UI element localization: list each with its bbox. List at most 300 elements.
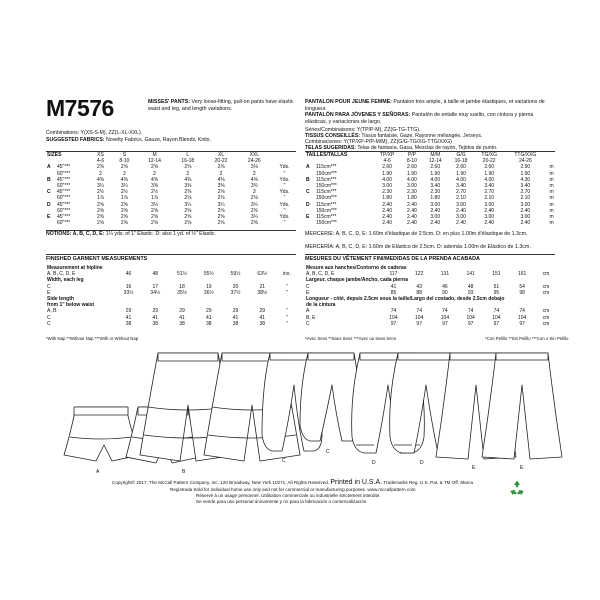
drawing-view-c-back: [300, 353, 360, 441]
yardage-value: 2⅝: [184, 207, 192, 214]
yardage-value: 2.40: [407, 220, 417, 227]
yardage-value: 2.40: [456, 220, 466, 227]
yardage-row: [46, 220, 298, 226]
yardage-value: 2.40: [407, 214, 417, 221]
size-number: 20-22: [214, 158, 228, 165]
measure-views: C: [47, 320, 51, 327]
fr-nap-note: *Avec Sens **Sans Sens ***Avec ou Sans Sens: [305, 336, 397, 341]
yardage-value: 4⅜: [217, 176, 225, 183]
fabric-width: 60"***: [57, 220, 71, 227]
measure-value: 16: [125, 283, 132, 290]
fabric-width: 45"***: [57, 214, 71, 221]
yardage-value: 4⅜: [120, 176, 128, 183]
yardage-value: 1.80: [382, 195, 392, 202]
measure-value: 88: [416, 289, 422, 296]
yardage-value: 4⅜: [184, 176, 192, 183]
measure-value: 63½: [257, 271, 268, 278]
yardage-value: 2.40: [382, 220, 392, 227]
yardage-value: 2⅝: [250, 220, 258, 227]
yardage-value: 3: [252, 189, 256, 196]
size-name: P/P: [407, 152, 416, 158]
measure-value: 51: [493, 283, 500, 290]
yardage-value: 2.40: [520, 207, 531, 214]
fr-combinations: Séries/Combinaisons: Y(TP/P-M), ZZ(G-TG-TTG).: [305, 127, 421, 133]
measure-value: 161: [517, 271, 527, 278]
fabric-width: 150cm***: [316, 170, 337, 177]
size-number: 24-26: [518, 158, 532, 165]
yardage-value: 3¼: [97, 183, 104, 190]
yardage-value: 2.40: [430, 220, 441, 227]
yardage-value: 2⅝: [151, 207, 158, 214]
yardage-value: 4.00: [484, 176, 495, 183]
measure-value: 104: [466, 314, 475, 321]
en-finished-title: FINISHED GARMENT MEASUREMENTS: [46, 256, 148, 262]
measure-value: 97: [416, 320, 422, 327]
yardage-value: 2⅝: [217, 207, 225, 214]
measure-value: 48: [467, 283, 474, 290]
measure-value: 41: [152, 314, 159, 321]
yardage-value: 1.90: [456, 170, 466, 177]
sizes-label: SIZES: [47, 152, 62, 158]
measure-value: 93: [467, 289, 474, 296]
size-number: 16-18: [454, 158, 468, 165]
yardage-unit: Yds.: [279, 176, 290, 183]
measure-value: 34½: [150, 289, 161, 296]
yardage-value: 2.40: [407, 207, 417, 214]
yardage-value: 3.00: [520, 201, 531, 208]
yardage-value: 3¼: [120, 183, 128, 190]
drawing-view-label: E: [472, 465, 476, 471]
measure-unit: cm: [542, 314, 550, 321]
yardage-value: 3⅛: [250, 164, 258, 171]
fabric-width: 45"***: [57, 176, 71, 183]
yardage-value: 2.70: [484, 189, 495, 196]
yardage-value: 2.40: [382, 207, 392, 214]
measure-label: Side length: [47, 296, 74, 303]
yardage-value: 2.30: [407, 189, 417, 196]
yardage-value: 1.90: [520, 170, 531, 177]
yardage-value: 3¾: [250, 183, 258, 190]
yardage-unit: m: [549, 164, 554, 171]
size-name: L: [186, 152, 190, 158]
yardage-value: 3.00: [430, 201, 441, 208]
measure-value: 74: [416, 308, 422, 315]
measure-value: 29: [259, 308, 266, 315]
yardage-value: 2⅝: [184, 220, 192, 227]
measure-unit: ": [285, 308, 288, 315]
view-letter: B: [306, 176, 310, 183]
yardage-value: 2: [219, 170, 223, 177]
yardage-value: 2⅝: [97, 207, 104, 214]
measure-value: 59½: [230, 271, 241, 278]
en-nap-note: *With Nap **Without Nap ***With or Without Nap: [46, 336, 139, 341]
yardage-value: 3.00: [382, 183, 392, 190]
measure-unit: cm: [542, 271, 550, 278]
measure-value: 74: [493, 308, 500, 315]
technical-drawings: [0, 345, 600, 485]
measure-views: C: [306, 283, 310, 290]
view-letter: C: [306, 189, 310, 196]
view-letter: [305, 220, 315, 226]
yardage-value: 1.80: [407, 195, 417, 202]
yardage-value: 4.00: [407, 176, 417, 183]
yardage-value: 2.40: [484, 207, 495, 214]
measure-value: 151: [492, 271, 501, 278]
yardage-value: 2⅝: [184, 214, 192, 221]
size-number: 4-6: [383, 158, 391, 165]
fabric-width: 45"***: [57, 164, 71, 171]
view-letter: D: [47, 201, 51, 208]
yardage-value: 4.00: [382, 176, 392, 183]
measure-value: 51½: [177, 271, 187, 278]
measure-value: 97: [442, 320, 448, 327]
yardage-value: 1.90: [484, 170, 495, 177]
yardage-value: 2.70: [456, 189, 466, 196]
size-name: XS: [97, 152, 104, 158]
fabric-width: 115cm***: [316, 201, 337, 208]
en-fabrics: SUGGESTED FABRICS: Novelty Fabrics, Gauze, Rayon Blends, Knits.: [46, 137, 211, 143]
measure-value: 35½: [177, 289, 187, 296]
measure-views: C: [47, 314, 51, 321]
yardage-value: 3.40: [520, 183, 531, 190]
yardage-unit: m: [549, 201, 554, 208]
yardage-value: 3¼: [250, 214, 258, 221]
measure-value: 46: [442, 283, 448, 290]
measure-value: 41: [179, 314, 185, 321]
measure-value: 38: [259, 320, 266, 327]
measure-value: 38: [125, 320, 132, 327]
yardage-value: 1⅞: [97, 195, 104, 202]
yardage-value: 1⅞: [151, 195, 158, 202]
yardage-value: 2⅝: [97, 164, 104, 171]
measure-value: 104: [389, 314, 398, 321]
fabric-width: 45"***: [57, 201, 71, 208]
yardage-unit: ": [283, 195, 286, 202]
drawing-view-label: A: [96, 469, 100, 475]
yardage-value: 2.10: [456, 195, 466, 202]
measure-value: 41: [390, 283, 397, 290]
yardage-value: 2: [153, 170, 156, 177]
measure-value: 29: [232, 308, 239, 315]
size-number: 12-14: [428, 158, 442, 165]
yardage-value: 3⅜: [217, 183, 225, 190]
measure-value: 54: [519, 283, 525, 290]
yardage-unit: m: [549, 176, 554, 183]
yardage-unit: m: [549, 170, 554, 177]
yardage-unit: m: [549, 183, 554, 190]
es-nap-note: *Con Pelillo **Sin Pelillo ***Con o Sin Pelillo: [485, 336, 569, 341]
measure-label: from 1" below waist: [47, 302, 95, 309]
yardage-unit: m: [549, 220, 554, 227]
measure-value: 38: [179, 320, 185, 327]
yardage-value: 2⅝: [151, 164, 158, 171]
measure-views: C: [306, 320, 310, 327]
measure-value: 131: [440, 271, 450, 278]
yardage-value: 4.00: [430, 176, 441, 183]
measure-value: 43: [416, 283, 422, 290]
measure-views: C: [47, 283, 51, 290]
yardage-unit: ": [283, 220, 286, 227]
measure-value: 74: [519, 308, 525, 315]
measure-value: 122: [415, 271, 424, 278]
yardage-value: 2⅝: [97, 201, 104, 208]
yardage-value: 2.70: [520, 189, 531, 196]
measure-value: 17: [152, 283, 159, 290]
measure-value: 29: [179, 308, 185, 315]
measure-views: A, B: [47, 308, 57, 315]
yardage-value: 3¼: [184, 201, 192, 208]
measure-value: 38: [206, 320, 212, 327]
yardage-value: 2⅝: [184, 189, 192, 196]
size-name: M: [152, 152, 157, 158]
size-name: M/M: [430, 152, 441, 158]
footer-usage-en: Registrada Sold for individual home use only and not for commercial or manufacturing purposes. www.mccallpattern.com: [170, 487, 416, 492]
yardage-value: 3.00: [456, 214, 466, 221]
yardage-value: 4.30: [520, 176, 531, 183]
size-number: 12-14: [148, 158, 161, 165]
yardage-value: 2⅝: [250, 207, 258, 214]
size-number: 20-22: [482, 158, 496, 165]
yardage-unit: ": [283, 207, 286, 214]
yardage-value: 2⅝: [217, 164, 225, 171]
measure-value: 104: [440, 314, 450, 321]
yardage-unit: Yds.: [279, 164, 290, 171]
yardage-value: 2.60: [430, 164, 441, 171]
measure-value: 95: [493, 289, 500, 296]
en-finished-table: [46, 265, 298, 327]
drawing-view-label: C: [282, 458, 286, 464]
fr-yardage-table: [305, 152, 557, 226]
yardage-value: 2⅝: [97, 220, 104, 227]
yardage-value: 1.90: [382, 170, 392, 177]
fabric-width: 60"***: [57, 170, 71, 177]
measure-value: 29: [206, 308, 212, 315]
yardage-value: 1.90: [407, 170, 417, 177]
yardage-value: 1⅞: [120, 195, 128, 202]
yardage-value: 3.00: [456, 201, 466, 208]
yardage-unit: Yds.: [279, 214, 290, 221]
measure-value: 97: [519, 320, 525, 327]
fr-finished-table: [305, 265, 557, 327]
measure-value: 46: [125, 271, 132, 278]
measure-views: A, B, C, D, E: [47, 271, 76, 278]
fabric-width: 45"***: [57, 189, 71, 196]
view-letter: D: [306, 201, 310, 208]
yardage-unit: Yds.: [279, 201, 290, 208]
measure-views: B, E: [306, 314, 316, 321]
size-number: 8-10: [406, 158, 417, 165]
yardage-value: 1.90: [430, 170, 441, 177]
yardage-value: 2.30: [382, 189, 392, 196]
measure-value: 41: [206, 314, 212, 321]
yardage-value: 3.00: [430, 214, 441, 221]
measure-label: Width, each leg: [47, 277, 84, 284]
measure-value: 104: [492, 314, 501, 321]
measure-value: 48: [152, 271, 159, 278]
yardage-value: 2⅝: [120, 214, 128, 221]
yardage-unit: Yds.: [279, 189, 290, 196]
yardage-value: 2: [186, 170, 190, 177]
yardage-value: 3.00: [484, 201, 495, 208]
yardage-value: 2.40: [430, 207, 441, 214]
fabric-width: 115cm***: [316, 164, 337, 171]
drawing-view-label: B: [182, 469, 186, 475]
measure-value: 74: [467, 308, 474, 315]
yardage-value: 2.30: [430, 189, 441, 196]
yardage-unit: m: [549, 189, 554, 196]
measure-label: Longueur - côté, depuis 2.5cm sous la taille/Largo del costado, desde 2.5cm debajo: [306, 296, 505, 303]
fabric-width: 115cm***: [316, 214, 337, 221]
measure-value: 74: [442, 308, 448, 315]
measure-value: 38: [152, 320, 159, 327]
yardage-value: 2⅝: [151, 220, 158, 227]
spanish-description: PANTALÓN PARA JÓVENES Y SEÑORAS: Pantalón de entalle muy suelto, con cintura y pierna elásticas, y variaciones de largo.: [305, 112, 534, 125]
measure-value: 98: [519, 289, 525, 296]
yardage-value: 2⅝: [120, 207, 128, 214]
yardage-value: 2⅝: [120, 164, 128, 171]
size-name: XL: [217, 152, 225, 158]
drawing-view-label: D: [420, 460, 424, 466]
yardage-value: 3⅜: [184, 183, 192, 190]
yardage-value: 2½: [120, 189, 128, 196]
measure-value: 104: [415, 314, 424, 321]
sizes-label: TAILLES/TALLAS: [306, 152, 348, 158]
yardage-value: 3¼: [151, 201, 158, 208]
size-name: TG/XG: [481, 152, 497, 158]
yardage-value: 2.40: [484, 220, 495, 227]
yardage-value: 3.00: [520, 214, 531, 221]
measure-value: 90: [442, 289, 448, 296]
size-name: TTG/XXG: [514, 152, 537, 158]
measure-unit: cm: [542, 320, 550, 327]
yardage-value: 1.80: [430, 195, 441, 202]
yardage-value: 2⅝: [217, 220, 225, 227]
yardage-value: 2.40: [407, 201, 417, 208]
measure-value: 117: [389, 271, 398, 278]
measure-unit: cm: [542, 308, 550, 315]
fabric-width: 115cm***: [316, 189, 337, 196]
yardage-unit: m: [549, 195, 554, 202]
fr-fabrics: TISSUS CONSEILLÉS: Tissus fantaisie, Gaze, Rayonne mélangée, Jerseys.: [305, 133, 483, 139]
yardage-row: [305, 220, 557, 226]
view-letter: [46, 220, 56, 226]
yardage-value: 4⅜: [97, 176, 104, 183]
french-description: PANTALON POUR JEUNE FEMME: Pantalon très ample, à taille et jambe élastiques, et variations de longueur.: [305, 99, 545, 112]
view-letter: C: [47, 189, 51, 196]
measure-value: 41: [232, 314, 239, 321]
measure-views: A: [306, 308, 310, 315]
yardage-value: 2⅛: [250, 195, 258, 202]
yardage-value: 2.40: [382, 214, 392, 221]
measure-value: 38½: [257, 289, 268, 296]
yardage-value: 4.00: [456, 176, 466, 183]
measure-unit: cm: [542, 283, 550, 290]
measure-value: 29: [152, 308, 159, 315]
fabric-width: 150cm***: [316, 183, 337, 190]
measure-value: 97: [493, 320, 500, 327]
yardage-value: 2.60: [382, 164, 392, 171]
measure-row: [305, 321, 557, 327]
measure-views: E: [47, 289, 51, 296]
measure-value: 36½: [203, 289, 214, 296]
measure-label: de la cintura: [306, 302, 336, 309]
size-number: 4-6: [96, 158, 105, 165]
en-notions: NOTIONS: A, B, C, D, E: 1¼ yds. of 1" Elastic. D: also 1 yd. of ½" Elastic.: [46, 231, 216, 237]
yardage-value: 2⅛: [184, 195, 192, 202]
measure-value: 21: [259, 283, 266, 290]
fabric-width: 150cm***: [316, 195, 337, 202]
fabric-width: 150cm***: [316, 207, 337, 214]
yardage-value: 4⅜: [250, 176, 258, 183]
measure-value: 29: [125, 308, 132, 315]
measure-row: [46, 321, 298, 327]
yardage-value: 2½: [97, 189, 104, 196]
measure-unit: ": [285, 283, 288, 290]
yardage-value: 3⅜: [151, 183, 158, 190]
en-combinations: Combinations: Y(XS-S-M), ZZ(L-XL-XXL).: [46, 130, 143, 136]
view-letter: A: [306, 164, 310, 171]
footer-usage-es: Se vende para uso personal únicamente y no para la fabricación o comercialización.: [196, 499, 368, 504]
yardage-value: 2: [123, 170, 126, 177]
measure-value: 20: [232, 283, 239, 290]
fabric-width: 115cm***: [316, 176, 337, 183]
yardage-value: 2½: [151, 189, 158, 196]
fr-finished-title: MESURES DU VÊTEMENT FINI/MEDIDAS DE LA PRENDA ACABADA: [305, 256, 480, 262]
yardage-value: 3¼: [250, 201, 258, 208]
yardage-unit: ": [283, 183, 286, 190]
yardage-value: 2.60: [456, 164, 466, 171]
view-letter: E: [306, 214, 310, 221]
drawing-view-e-back: [482, 353, 562, 459]
measure-unit: ": [285, 320, 288, 327]
measure-views: A, B, C, D, E: [306, 271, 335, 278]
yardage-value: 2.60: [484, 164, 495, 171]
footer-usage-fr: Réservé à un usage personnel. Utilisation commerciale ou industrielle strictement interdite.: [196, 493, 381, 498]
measure-value: 37½: [230, 289, 241, 296]
yardage-value: 2⅝: [120, 201, 128, 208]
fr-notions: MERCERIE: A, B, C, D, E: 1.60m d'élastique de 2.5cm. D: en plus 1.00m d'élastique de 1.3cm.: [305, 231, 528, 237]
measure-label: Mesure aux hanches/Contorno de caderas: [306, 265, 407, 271]
drawing-view-label: C: [326, 449, 330, 455]
measure-value: 18: [179, 283, 185, 290]
yardage-value: 2.90: [520, 164, 531, 171]
view-letter: E: [47, 214, 51, 221]
yardage-value: 2⅛: [217, 195, 225, 202]
yardage-value: 3¼: [217, 201, 225, 208]
yardage-value: 2.10: [484, 195, 495, 202]
size-name: G/G: [456, 152, 466, 158]
yardage-value: 2: [99, 170, 102, 177]
yardage-value: 2⅝: [184, 164, 192, 171]
yardage-value: 2⅝: [97, 214, 104, 221]
yardage-value: 2.60: [407, 164, 417, 171]
es-fabrics: TELAS SUGERIDAS: Telas de fantasía, Gasa, Mezclas de rayón, Tejidos de punto.: [305, 145, 498, 151]
measure-unit: ": [285, 314, 288, 321]
measure-value: 19: [206, 283, 212, 290]
drawing-view-label: D: [372, 460, 376, 466]
size-name: XXL: [249, 152, 260, 158]
yardage-value: 3.40: [456, 183, 466, 190]
measure-unit: ": [285, 289, 288, 296]
view-letter: A: [47, 164, 51, 171]
size-name: S: [122, 152, 127, 158]
yardage-value: 2.40: [456, 207, 466, 214]
measure-value: 104: [517, 314, 527, 321]
fabric-width: 60"***: [57, 183, 71, 190]
english-description: MISSES' PANTS: Very loose-fitting, pull-on pants have elastic waist and leg, and length variations.: [148, 99, 294, 112]
en-yardage-table: [46, 152, 298, 226]
measure-value: 85: [390, 289, 397, 296]
